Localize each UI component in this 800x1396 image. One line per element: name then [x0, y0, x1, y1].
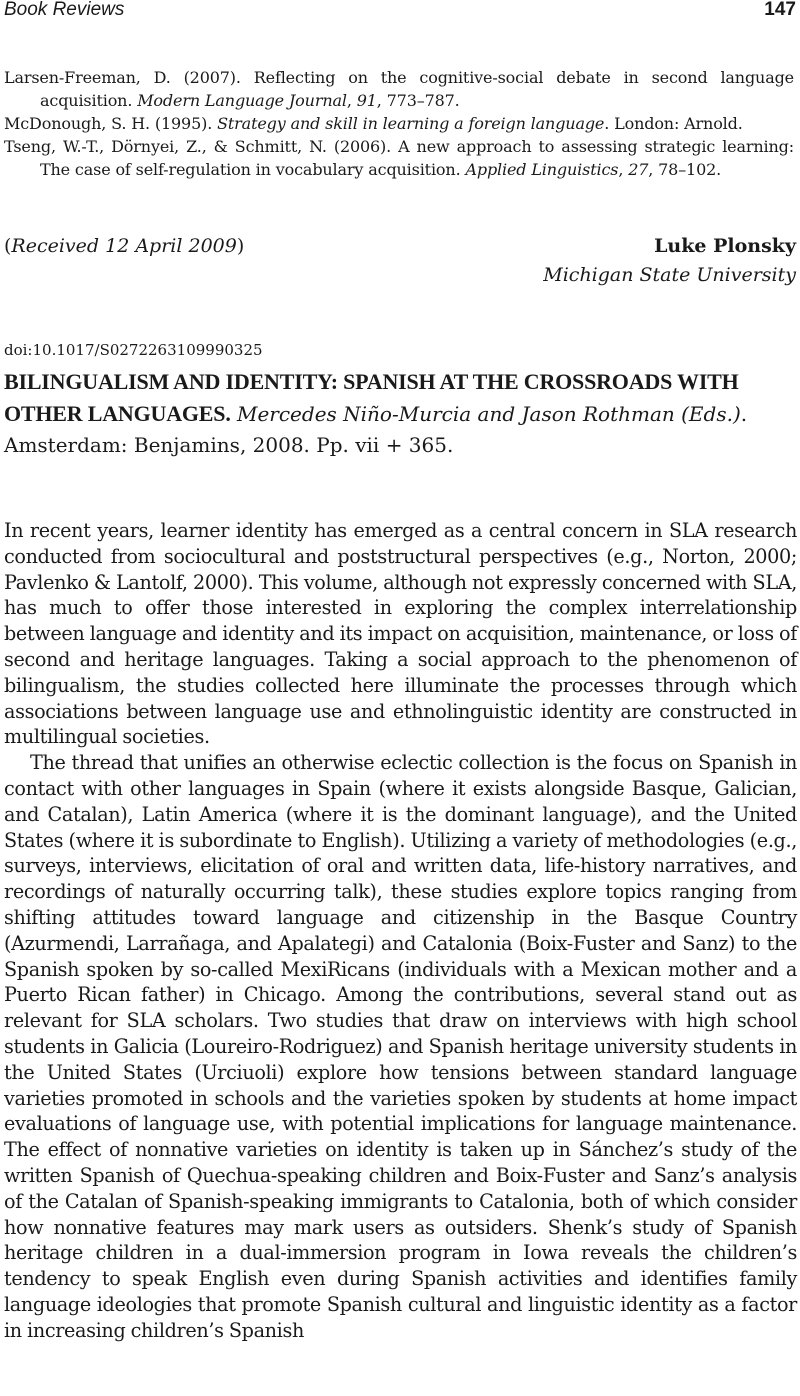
book-title: BILINGUALISM AND IDENTITY: SPANISH AT THE CROSSROADS WITH OTHER LANGUAGES. — [4, 369, 739, 426]
running-head — [0, 0, 800, 26]
body-paragraph: In recent years, learner identity has emerged as a central concern in SLA research conducted from sociocultural and poststructural perspectives (e.g., Norton, 2000; Pavlenko & Lantolf, 2000). This volume, although not expressly concerned with SLA, has much to offer those interested in exploring the complex interrelationship between language and identity and its impact on acquisition, maintenance, or loss of second and heritage languages. Taking a social approach to the phenomenon of bilingualism, the studies collected here illuminate the processes through which associations between language use and ethnolinguistic identity are constructed in multilingual societies. — [4, 519, 797, 749]
doi-link[interactable]: doi:10.1017/S0272263109990325 — [4, 341, 263, 359]
page-number: 147 — [764, 0, 796, 20]
received-date: (Received 12 April 2009) — [4, 235, 245, 257]
reviewer-name: Luke Plonsky — [654, 235, 796, 257]
reference-item: McDonough, S. H. (1995). Strategy and skill in learning a foreign language. London: Arnold. — [4, 114, 743, 133]
section-title: Book Reviews — [4, 0, 125, 20]
reference-list — [4, 66, 794, 181]
review-body — [4, 518, 797, 1344]
book-editors: Mercedes Niño-Murcia and Jason Rothman (Eds.) — [236, 402, 741, 426]
reference-item: Larsen-Freeman, D. (2007). Reflecting on the cognitive-social debate in second language acquisition. Modern Language Journal, 91, 773–787. — [4, 68, 794, 110]
reviewer-affiliation: Michigan State University — [543, 264, 796, 286]
body-paragraph: The thread that unifies an otherwise eclectic collection is the focus on Spanish in contact with other languages in Spain (where it exists alongside Basque, Galician, and Catalan), Latin America (where it is the dominant language), and the United States (where it is subordinate to English). Utilizing a variety of methodologies (e.g., surveys, interviews, elicitation of oral and written data, life-history narratives, and recordings of naturally occurring talk), these studies explore topics ranging from shifting attitudes toward language and citizenship in the Basque Country (Azurmendi, Larrañaga, and Apalategi) and Catalonia (Boix-Fuster and Sanz) to the Spanish spoken by so-called MexiRicans (individuals with a Mexican mother and a Puerto Rican father) in Chicago. Among the contributions, several stand out as relevant for SLA scholars. Two studies that draw on interviews with high school students in Galicia (Loureiro-Rodriguez) and Spanish heritage university students in the United States (Urciuoli) explore how tensions between standard language varieties promoted in schools and the varieties spoken by students at home impact evaluations of language use, with potential implications for language maintenance. The effect of nonnative varieties on identity is taken up in Sánchez’s study of the written Spanish of Quechua-speaking children and Boix-Fuster and Sanz’s analysis of the Catalan of Spanish-speaking immigrants to Catalonia, both of which consider how nonnative features may mark users as outsiders. Shenk’s study of Spanish heritage children in a dual-immersion program in Iowa reveals the children’s tendency to speak English even during Spanish activities and identifies family language ideologies that promote Spanish cultural and linguistic identity as a factor in increasing children’s Spanish — [4, 751, 797, 1342]
book-publication: . Amsterdam: Benjamins, 2008. Pp. vii + 365. — [4, 402, 748, 457]
reference-item: Tseng, W.-T., Dörnyei, Z., & Schmitt, N. (2006). A new approach to assessing strategic learning: The case of self-regulation in vocabulary acquisition. Applied Linguistics, 27, 78–102. — [4, 137, 794, 179]
book-citation — [4, 366, 794, 461]
